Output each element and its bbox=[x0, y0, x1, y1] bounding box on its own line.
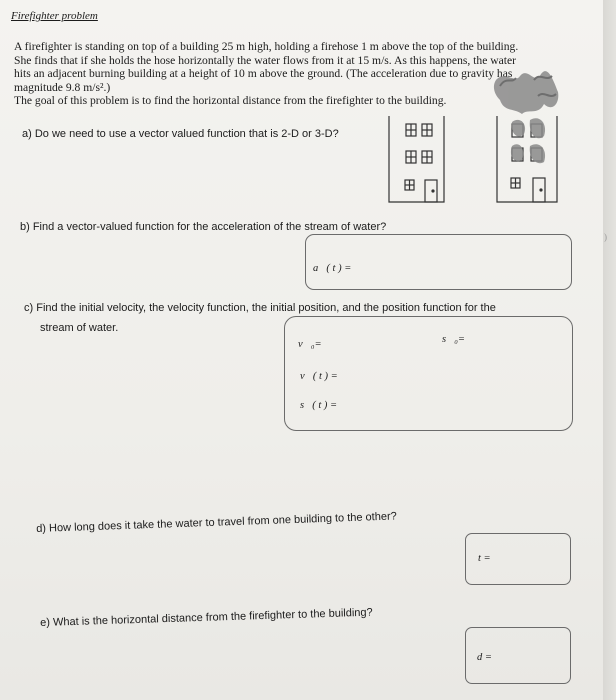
page-edge bbox=[603, 0, 616, 700]
problem-line: magnitude 9.8 m/s².) bbox=[14, 80, 111, 94]
initial-position-label: s⃗₀= bbox=[442, 334, 465, 345]
burning-building bbox=[497, 116, 557, 202]
question-c-line1: c) Find the initial velocity, the velocity function, the initial position, and the position function for the bbox=[24, 302, 496, 314]
velocity-function-label: v⃗( t ) = bbox=[300, 371, 338, 382]
initial-velocity-label: v⃗₀= bbox=[298, 339, 322, 350]
problem-line: She finds that if she holds the hose horizontally the water flows from it at 15 m/s. As this happens, the water bbox=[14, 53, 516, 67]
problem-title: Firefighter problem bbox=[11, 10, 98, 22]
edge-mark: ) bbox=[604, 232, 607, 242]
question-e: e) What is the horizontal distance from the firefighter to the building? bbox=[40, 606, 373, 629]
question-d: d) How long does it take the water to travel from one building to the other? bbox=[36, 510, 397, 535]
problem-line: A firefighter is standing on top of a building 25 m high, holding a firehose 1 m above the top of the building. bbox=[14, 40, 519, 53]
question-c-line2: stream of water. bbox=[40, 322, 119, 334]
acceleration-answer-box[interactable] bbox=[305, 234, 572, 290]
question-b: b) Find a vector-valued function for the acceleration of the stream of water? bbox=[20, 221, 387, 233]
time-label: t = bbox=[478, 553, 491, 564]
buildings-illustration bbox=[0, 0, 603, 210]
smoke-flames bbox=[494, 71, 558, 163]
distance-label: d = bbox=[477, 652, 492, 663]
firefighter-building bbox=[389, 116, 444, 202]
problem-line: The goal of this problem is to find the horizontal distance from the firefighter to the building. bbox=[14, 94, 447, 108]
question-a: a) Do we need to use a vector valued function that is 2-D or 3-D? bbox=[22, 128, 339, 140]
problem-line: hits an adjacent burning building at a height of 10 m above the ground. (The acceleration due to gravity has bbox=[14, 67, 513, 81]
position-function-label: s⃗( t ) = bbox=[300, 400, 338, 411]
acceleration-label: a⃗( t ) = bbox=[313, 263, 352, 274]
